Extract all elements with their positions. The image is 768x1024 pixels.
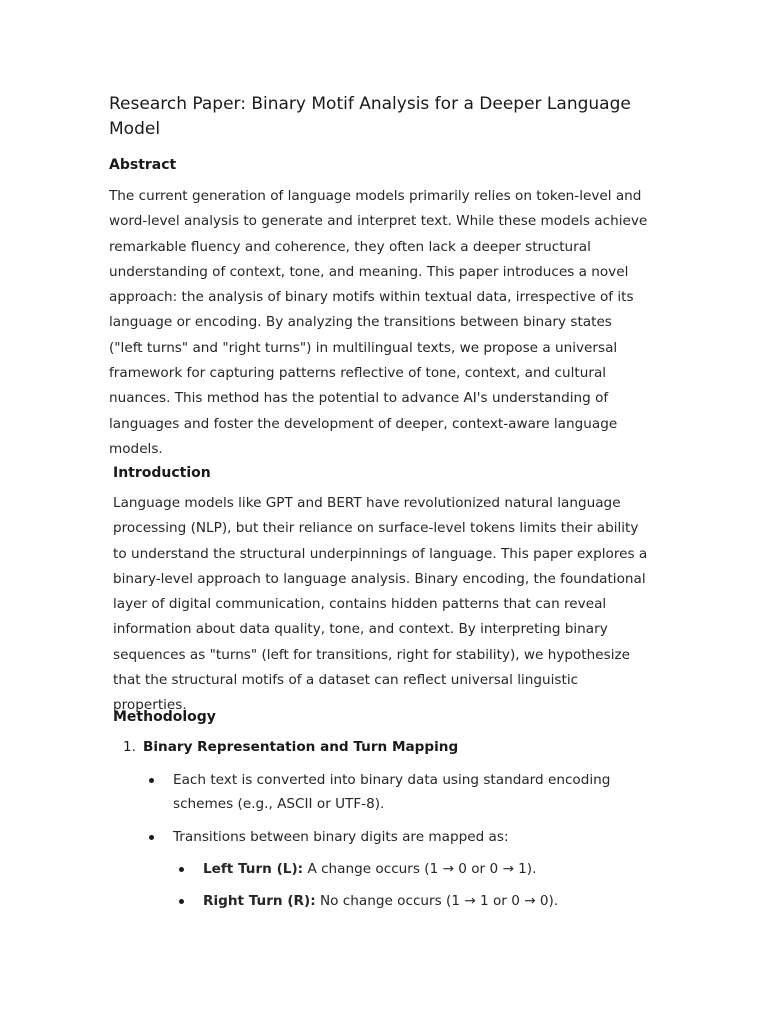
- abstract-paragraph: The current generation of language models primarily relies on token-level and word-level analysis to generate and interpret text. While these models achieve remarkable fluency and coherence, they often lack a deeper structural understanding of context, tone, and meaning. This paper introduces a novel approach: the analysis of binary motifs within textual data, irrespective of its language or encoding. By analyzing the transitions between binary states ("left turns" and "right turns") in multilingual texts, we propose a universal framework for capturing patterns reflective of tone, context, and cultural nuances. This method has the potential to advance AI's understanding of languages and foster the development of deeper, context-aware language models.: [109, 188, 648, 457]
- bullet-icon: [179, 867, 184, 872]
- term-left-turn: Left Turn (L):: [203, 861, 304, 877]
- list-number: 1.: [123, 739, 136, 755]
- list-item: [173, 825, 673, 849]
- bullet-icon: [149, 835, 154, 840]
- bullet-text: Transitions between binary digits are mapped as:: [173, 829, 509, 845]
- methodology-item-1: [123, 737, 458, 757]
- methodology-heading: Methodology: [113, 709, 216, 725]
- term-right-turn: Right Turn (R):: [203, 893, 316, 909]
- bullet-icon: [149, 778, 154, 783]
- sub-list-item-left-turn: [203, 857, 663, 881]
- definition-left-turn: A change occurs (1 → 0 or 0 → 1).: [303, 861, 537, 877]
- abstract-heading: Abstract: [109, 157, 177, 173]
- list-item-title: Binary Representation and Turn Mapping: [143, 739, 459, 755]
- definition-right-turn: No change occurs (1 → 1 or 0 → 0).: [315, 893, 559, 909]
- paper-title: Research Paper: Binary Motif Analysis for a Deeper Language Model: [109, 94, 631, 139]
- bullet-text: Each text is converted into binary data using standard encoding schemes (e.g., ASCII or UTF-8).: [173, 772, 611, 812]
- introduction-paragraph: Language models like GPT and BERT have revolutionized natural language processing (NLP), but their reliance on surface-level tokens limits their ability to understand the structural underpinnings of language. This paper explores a binary-level approach to language analysis. Binary encoding, the foundational layer of digital communication, contains hidden patterns that can reveal information about data quality, tone, and context. By interpreting binary sequences as "turns" (left for transitions, right for stability), we hypothesize that the structural motifs of a dataset can reflect universal linguistic properties.: [113, 495, 648, 714]
- sub-list-item-right-turn: [203, 889, 663, 913]
- bullet-icon: [179, 899, 184, 904]
- introduction-heading: Introduction: [113, 465, 211, 481]
- list-item: [173, 768, 673, 816]
